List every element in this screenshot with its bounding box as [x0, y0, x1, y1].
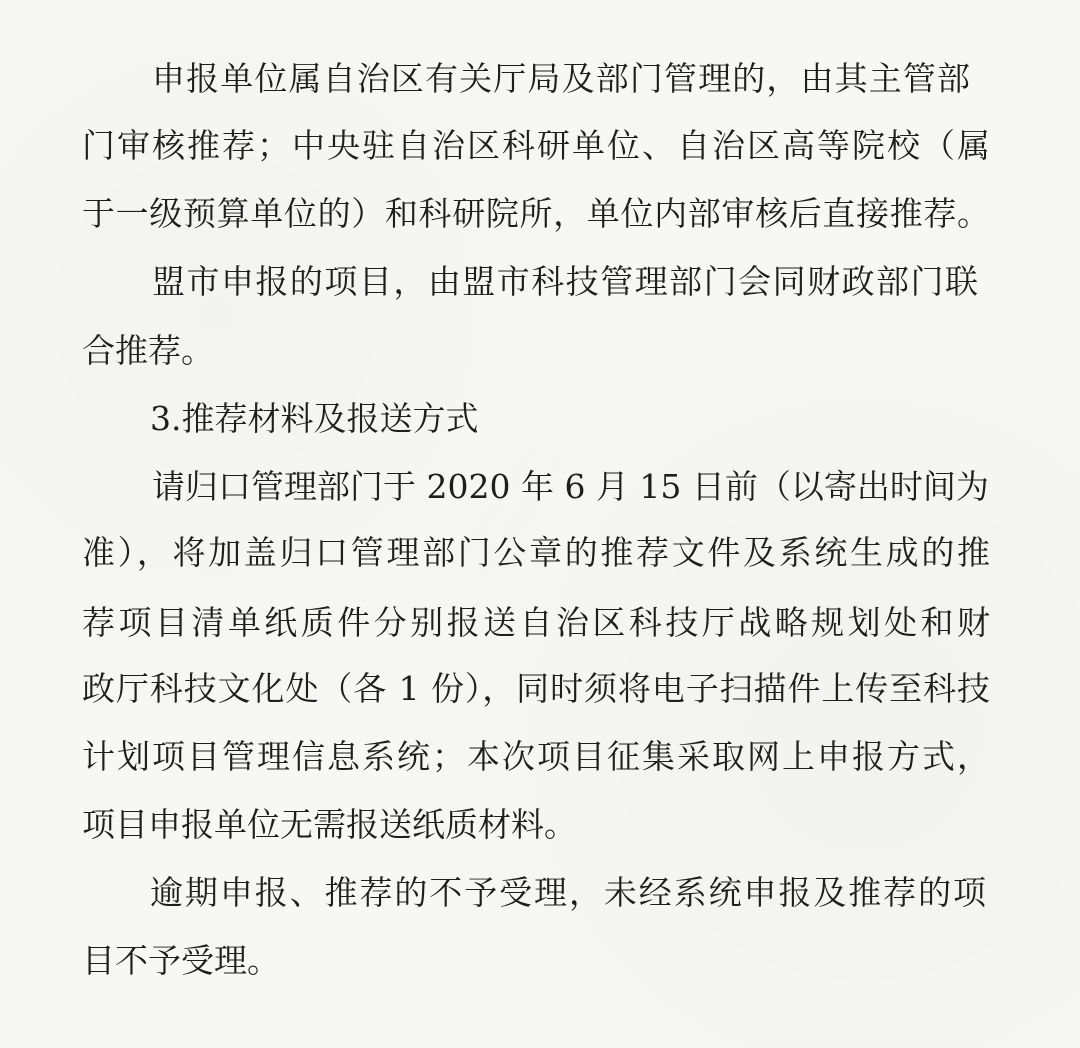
- paragraph-4-line-2: 准），将加盖归口管理部门公章的推荐文件及系统生成的推: [82, 533, 990, 572]
- paragraph-2-line-1: 盟市申报的项目，由盟市科技管理部门会同财政部门联: [152, 262, 978, 301]
- paragraph-1-line-1: 申报单位属自治区有关厅局及部门管理的，由其主管部: [152, 59, 970, 98]
- paragraph-5-line-2: 目不予受理。: [82, 941, 280, 980]
- paragraph-1-line-3: 于一级预算单位的）和科研院所，单位内部审核后直接推荐。: [82, 194, 990, 233]
- paragraph-2-line-2: 合推荐。: [82, 331, 214, 370]
- paragraph-4-line-1: 请归口管理部门于 2020 年 6 月 15 日前（以寄出时间为: [152, 467, 989, 506]
- paragraph-4-line-3: 荐项目清单纸质件分别报送自治区科技厅战略规划处和财: [82, 603, 990, 642]
- paragraph-4-line-6: 项目申报单位无需报送纸质材料。: [82, 805, 577, 844]
- paragraph-4-line-5: 计划项目管理信息系统；本次项目征集采取网上申报方式，: [82, 737, 990, 776]
- paragraph-5-line-1: 逾期申报、推荐的不予受理，未经系统申报及推荐的项: [150, 873, 986, 912]
- paragraph-4-line-4: 政厅科技文化处（各 1 份），同时须将电子扫描件上传至科技: [82, 669, 990, 708]
- paragraph-1-line-2: 门审核推荐；中央驻自治区科研单位、自治区高等院校（属: [82, 126, 990, 165]
- section-heading: 3.推荐材料及报送方式: [150, 399, 479, 438]
